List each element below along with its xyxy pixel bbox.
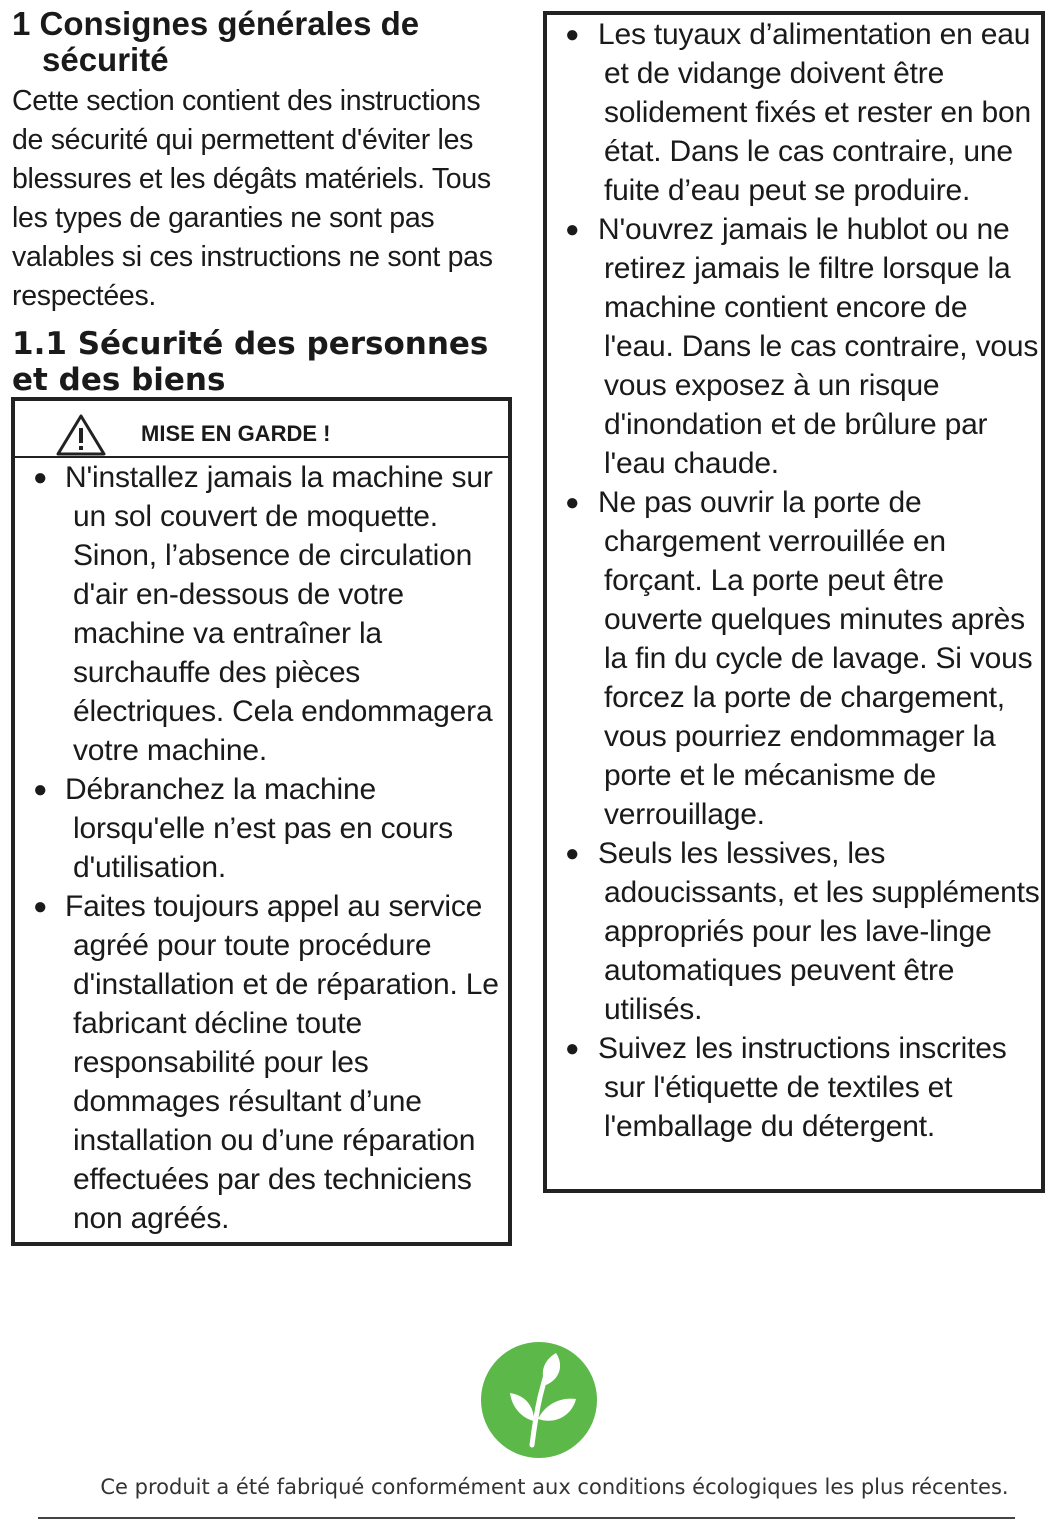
bullet: ● <box>565 489 580 516</box>
warning-title: MISE EN GARDE ! <box>141 421 331 446</box>
list-item-text: Faites toujours appel au service agréé pour toute procédure d'installation et de réparation. Le fabricant décline toute responsabilité pour les dommages résultant d’une installation ou d’une réparation effectuées par des techniciens non agréés. <box>65 890 499 1235</box>
list-item <box>547 15 1041 210</box>
bullet: ● <box>33 464 48 491</box>
footer-text: Ce produit a été fabriqué conformément aux conditions écologiques les plus récentes. <box>100 1475 1009 1499</box>
section-intro: Cette section contient des instructions de sécurité qui permettent d'éviter les blessures et les dégâts matériels. Tous les types de garanties ne sont pas valables si ces instructions ne sont pas respectées. <box>12 85 493 312</box>
list-item <box>15 887 508 1238</box>
bullet: ● <box>565 216 580 243</box>
list-item <box>547 1029 1041 1146</box>
right-list <box>547 15 1041 1146</box>
bullet: ● <box>565 840 580 867</box>
list-item-text: N'installez jamais la machine sur un sol couvert de moquette. Sinon, l’absence de circulation d'air en-dessous de votre machine va entraîner la surchauffe des pièces électriques. Cela endommagera votre machine. <box>65 461 493 767</box>
list-item <box>547 210 1041 483</box>
section-title: 1 Consignes générales de sécurité <box>12 5 420 78</box>
list-item-text: Suivez les instructions inscrites sur l'étiquette de textiles et l'emballage du détergent. <box>598 1032 1007 1143</box>
warning-box <box>11 397 512 1246</box>
list-item <box>547 483 1041 834</box>
list-item-text: Débranchez la machine lorsqu'elle n’est pas en cours d'utilisation. <box>65 773 453 884</box>
left-column <box>12 6 512 398</box>
footer-divider <box>38 1517 1015 1519</box>
bullet: ● <box>565 21 580 48</box>
right-box <box>543 11 1045 1193</box>
bullet: ● <box>33 893 48 920</box>
bullet: ● <box>33 776 48 803</box>
list-item-text: N'ouvrez jamais le hublot ou ne retirez jamais le filtre lorsque la machine contient encore de l'eau. Dans le cas contraire, vous vous exposez à un risque d'inondation et de brûlure par l'eau chaude. <box>598 213 1039 480</box>
list-item-text: Seuls les lessives, les adoucissants, et les suppléments appropriés pour les lave-linge automatiques peuvent être utilisés. <box>598 837 1040 1026</box>
list-item-text: Les tuyaux d’alimentation en eau et de vidange doivent être solidement fixés et rester en bon état. Dans le cas contraire, une fuite d’eau peut se produire. <box>598 18 1031 207</box>
warning-header <box>15 401 508 458</box>
list-item <box>547 834 1041 1029</box>
eco-leaf-icon <box>480 1341 598 1459</box>
subsection-title: 1.1 Sécurité des personnes et des biens <box>12 326 489 398</box>
list-item <box>15 458 508 770</box>
bullet: ● <box>565 1035 580 1062</box>
list-item <box>15 770 508 887</box>
warning-triangle-icon <box>55 413 107 457</box>
list-item-text: Ne pas ouvrir la porte de chargement verrouillée en forçant. La porte peut être ouverte quelques minutes après la fin du cycle de lavage. Si vous forcez la porte de chargement, vous pourriez endommager la porte et le mécanisme de verrouillage. <box>598 486 1033 831</box>
warning-list <box>15 458 508 1238</box>
